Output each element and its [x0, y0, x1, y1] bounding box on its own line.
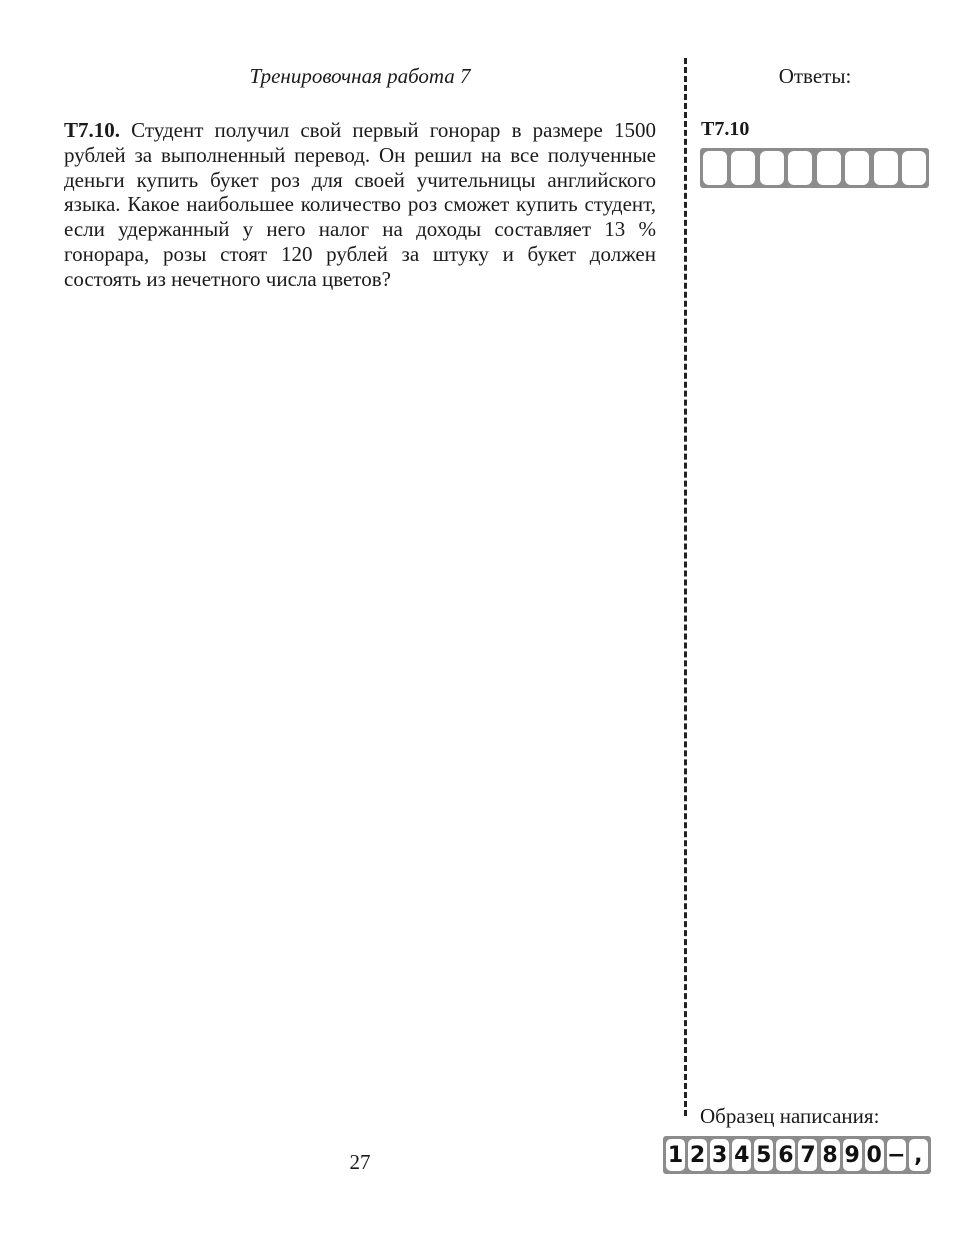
sample-glyph-cell: 1	[666, 1139, 685, 1171]
sample-glyph-cell: 8	[821, 1139, 840, 1171]
sample-glyph-cell: 2	[688, 1139, 707, 1171]
sample-glyph-cell: 0	[865, 1139, 884, 1171]
sample-glyph-cell: 5	[754, 1139, 773, 1171]
answers-header: Ответы:	[778, 64, 852, 88]
answer-cell[interactable]	[731, 151, 755, 185]
sample-glyph-cell: 7	[798, 1139, 817, 1171]
page-number: 27	[349, 1150, 371, 1174]
sample-glyph-cell: −	[887, 1139, 906, 1171]
answer-cell[interactable]	[902, 151, 926, 185]
problem-text	[64, 118, 656, 292]
answer-cell[interactable]	[845, 151, 869, 185]
sample-glyph-cell: 6	[776, 1139, 795, 1171]
answer-cell[interactable]	[817, 151, 841, 185]
sample-label: Образец написания:	[700, 1104, 880, 1128]
page-header-title: Тренировочная работа 7	[249, 64, 471, 88]
answer-grid	[700, 148, 929, 188]
problem-statement: Студент получил свой первый гонорар в размере 1500 рублей за выполненный перевод. Он решил на все полученные деньги купить букет роз для своей учительницы английского языка. Какое наибольшее количество роз сможет купить студент, если удержанный у него налог на доходы составляет 13 % гонорара, розы стоят 120 рублей за штуку и букет должен состоять из нечетного числа цветов?	[64, 118, 656, 291]
sample-glyph-cell: 3	[710, 1139, 729, 1171]
sample-writing-grid	[663, 1136, 931, 1174]
cut-line-divider	[684, 58, 687, 1116]
answer-cell[interactable]	[760, 151, 784, 185]
answer-cell[interactable]	[874, 151, 898, 185]
problem-number: Т7.10.	[64, 118, 121, 142]
answer-label: Т7.10	[701, 118, 750, 140]
answer-cell[interactable]	[788, 151, 812, 185]
sample-glyph-cell: ,	[909, 1139, 928, 1171]
answer-cell[interactable]	[703, 151, 727, 185]
sample-glyph-cell: 4	[732, 1139, 751, 1171]
sample-glyph-cell: 9	[843, 1139, 862, 1171]
